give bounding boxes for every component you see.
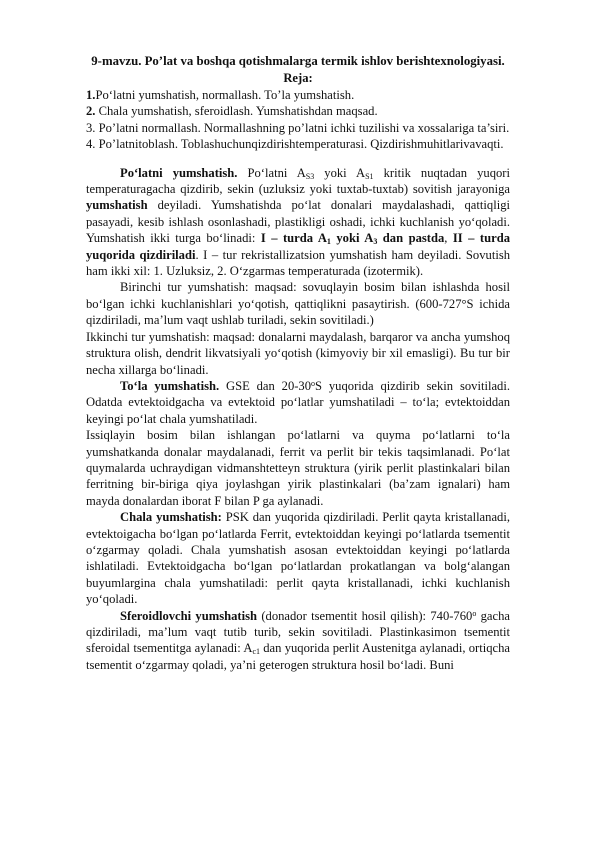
paragraph-partial-annealing: Chala yumshatish: PSK dan yuqorida qizdiriladi. Perlit qayta kristallanadi, evtektoigacha bo‘lgan po‘latlarda Ferrit, evtektoiddan keyingi po‘latlarda tsementit o‘zgarmay qoladi. Chala yumshatish asosan evtektoiddan keyingi po‘latlarda ishlatiladi. Evtektoidgacha bo‘lgan po‘latlardan prokatlangan va bolg‘alangan buyumlargina chala yumshatiladi: perlit qayta kristallanadi, ichki kuchlanish yo‘qoladi. — [86, 510, 510, 607]
paragraph-lead: Sferoidlovchi yumshatish — [120, 608, 258, 623]
paragraph-lead: Po‘latni yumshatish. — [120, 165, 238, 180]
paragraph-complete-annealing: To‘la yumshatish. GSE dan 20-30$^o$S yuqorida qizdirib sekin sovitiladi. Odatda evtektoidgacha va evtektoid po‘latlar yumshatiladi – to‘la; evtektoiddan keyingi po‘lat chala yumshatiladi. — [86, 378, 510, 426]
paragraph-gap — [86, 153, 510, 165]
plan-item-text: Po‘latni yumshatish, normallash. To’la yumshatish. — [95, 88, 355, 102]
paragraph-spheroidizing: Sferoidlovchi yumshatish (donador tsementit hosil qilish): 740-760$^o$ gacha qizdiriladi, ma’lum vaqt tutib turib, sekin sovitiladi. Plastinkasimon tsementit sferoidal tsementitga aylanadi: $A_{c1}$ dan yuqorida perlit Austenitga aylanadi, ortiqcha tsementit o‘zgarmay qoladi, ya’ni geterogen struktura hosil bo‘ladi. Buni — [86, 608, 510, 672]
paragraph-first-type: Birinchi tur yumshatish: maqsad: sovuqlayin bosim bilan ishlashda hosil bo‘lgan ichki kuchlanishlari yo‘qotish, qattiqlikni pasaytirish. (600-727°S ichida qizdiriladi, ma’lum vaqt ushlab turiladi, sekin sovitiladi.) — [86, 280, 510, 328]
paragraph-lead: To‘la yumshatish. — [120, 378, 220, 393]
plan-item-2 — [86, 103, 510, 119]
plan-item-text: 3. Po’latni normallash. Normallashning po’latni ichki tuzilishi va xossalariga ta’siri. — [86, 120, 510, 135]
paragraph-lead: Chala yumshatish: — [120, 510, 222, 525]
plan-item-1 — [86, 87, 510, 103]
plan-item-text: Chala yumshatish, sferoidlash. Yumshatishdan maqsad. — [95, 104, 378, 119]
paragraph-second-type: Ikkinchi tur yumshatish: maqsad: donalarni maydalash, barqaror va ancha yumshoq struktura olish, dendrit likvatsiyali yo‘qotish (kimyoviy bir xil emasligi). Bu tur bir necha xillarga bo‘linadi. — [86, 329, 510, 377]
plan-item-3 — [86, 120, 510, 136]
plan-item-number: 2. — [86, 104, 96, 119]
plan-heading: Reja: — [283, 71, 313, 85]
paragraph-hot-worked: Issiqlayin bosim bilan ishlangan po‘latlarni va quyma po‘latlarni to‘la yumshatkanda donalar maydalanadi, ferrit va perlit bir tekis taqsimlanadi. Po‘lat quymalarda uchraydigan vidmanshtetteyn struktura (yirik perlit plastinkalari bilan ferritning bir-biriga qiya joylashgan yirik plastinkalari (ba’zam ignalari) ham mayda donalardan iborat F bilan P ga aylanadi. — [86, 428, 510, 508]
document-title: 9-mavzu. Po’lat va boshqa qotishmalarga termik ishlov berishtexnologiyasi. — [91, 54, 505, 68]
plan-item-4 — [86, 136, 510, 152]
document-page — [86, 53, 510, 673]
plan-item-text: 4. Po’latnitoblash. Toblashuchunqizdirishtemperaturasi. Qizdirishmuhitlarivavaqti. — [86, 137, 504, 152]
paragraph-full-annealing: Po‘latni yumshatish. Po‘latni $A_{S3}$ yoki $A_{S1}$ kritik nuqtadan yuqori temperaturagacha qizdirib, sekin (uzluksiz yoki tuxtab-tuxtab) sovitish jarayoniga yumshatish deyiladi. Yumshatishda po‘lat donalari maydalashadi, qattiqligi pasayadi, kesib ishlash osonlashadi, plastikligi oshadi, ichki kuchlanish yo‘qoladi. Yumshatish ikki turga bo‘linadi: I – turda $A_1$ yoki $A_3$ dan pastda, II – turda yuqorida qizdiriladi. I – tur rekristallizatsion yumshatish ham deyiladi. Sovutish ham ikki xil: 1. Uzluksiz, 2. O‘zgarmas temperaturada (izotermik). — [86, 165, 511, 279]
plan-item-number: 1. — [86, 88, 96, 102]
